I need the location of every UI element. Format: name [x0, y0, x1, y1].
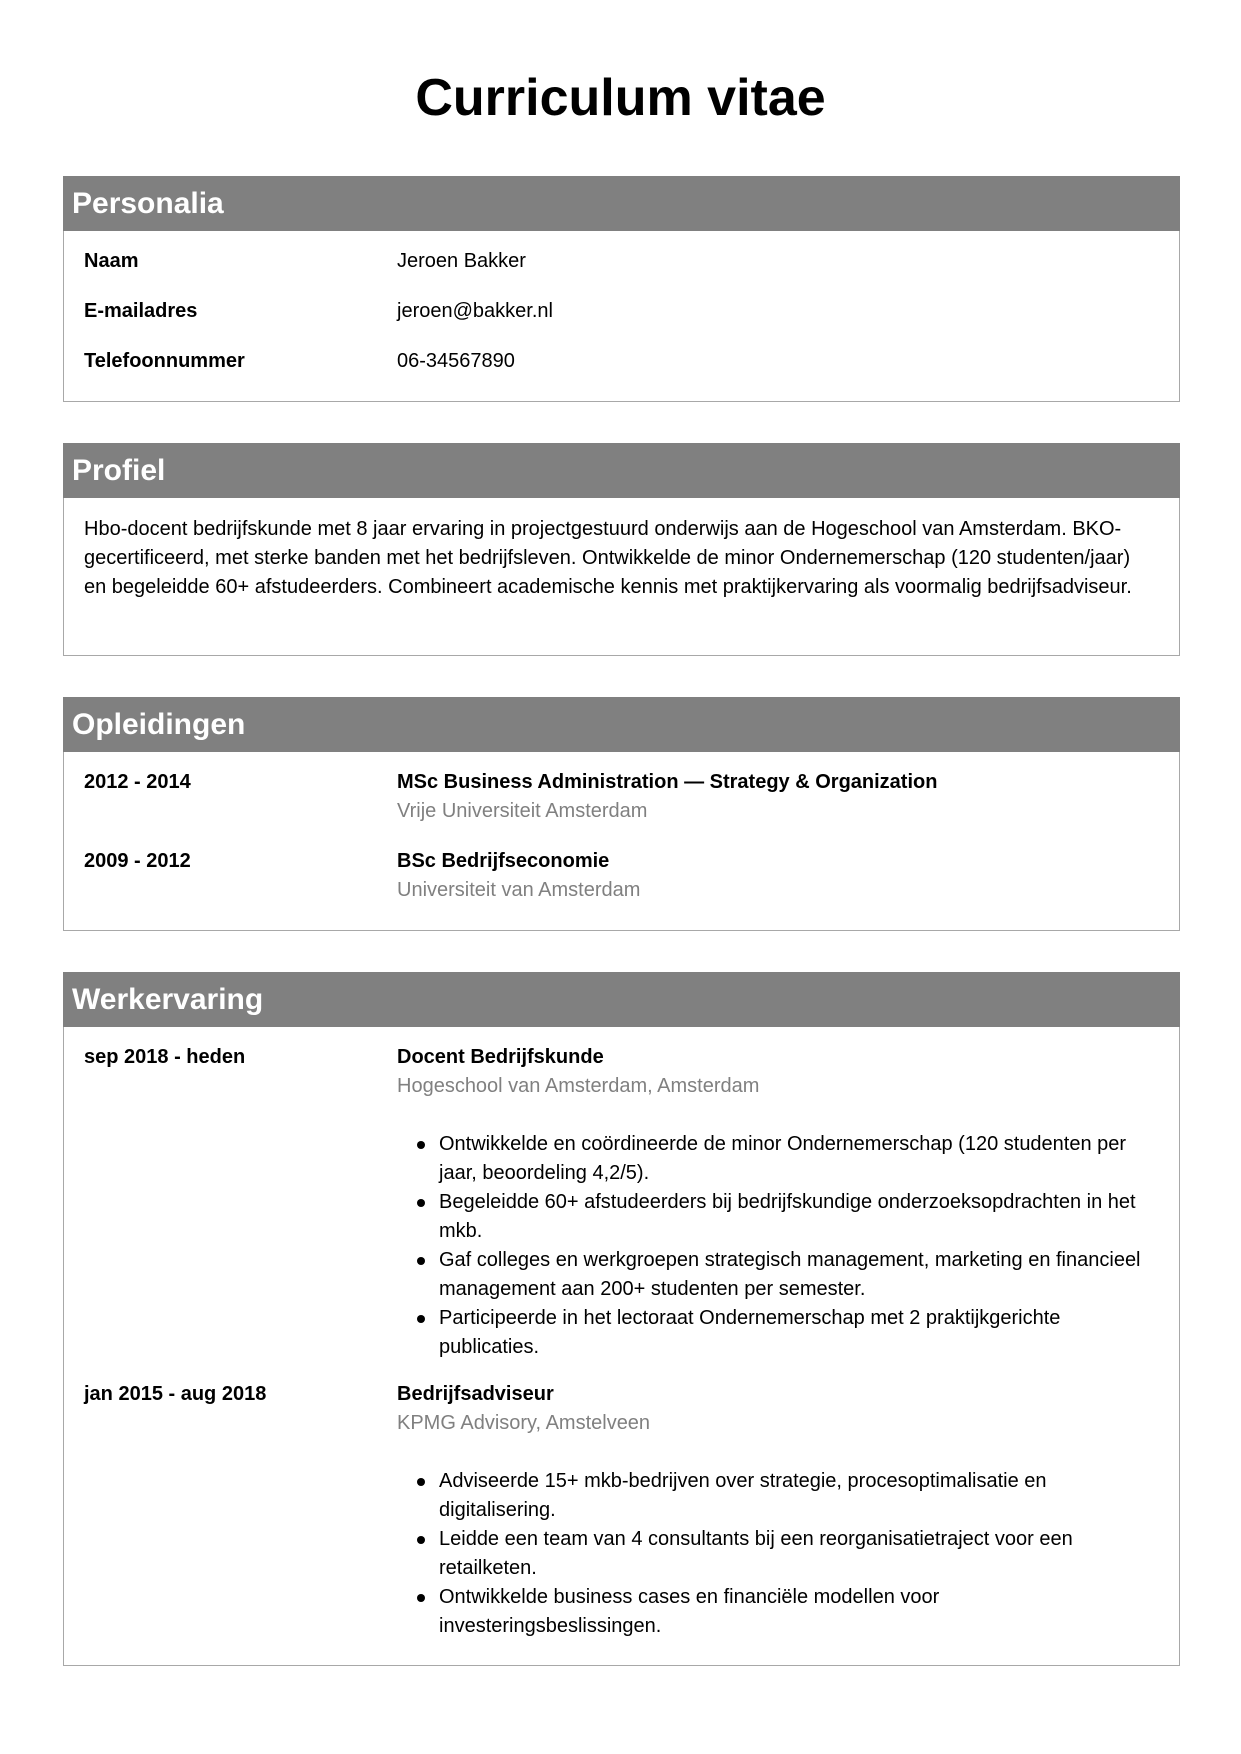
opleidingen-heading: Opleidingen — [63, 697, 1180, 752]
list-item: Ontwikkelde business cases en financiële modellen voor investeringsbeslissingen. — [439, 1583, 1159, 1641]
personalia-heading: Personalia — [63, 176, 1180, 231]
job-period: sep 2018 - heden — [84, 1046, 246, 1068]
job-title: Bedrijfsadviseur — [397, 1383, 554, 1405]
list-item: Begeleidde 60+ afstudeerders bij bedrijfskundige onderzoeksopdrachten in het mkb. — [439, 1188, 1159, 1246]
list-item: Participeerde in het lectoraat Ondernemerschap met 2 praktijkgerichte publicaties. — [439, 1304, 1159, 1362]
job-employer: Hogeschool van Amsterdam, Amsterdam — [397, 1075, 760, 1097]
personalia-row-name — [84, 246, 1159, 296]
list-item: Adviseerde 15+ mkb-bedrijven over strategie, procesoptimalisatie en digitalisering. — [439, 1467, 1159, 1525]
personalia-section — [63, 176, 1180, 402]
email-label: E-mailadres — [84, 300, 198, 322]
name-value: Jeroen Bakker — [397, 250, 526, 272]
phone-value: 06-34567890 — [397, 350, 515, 372]
job-title: Docent Bedrijfskunde — [397, 1046, 604, 1068]
profile-text: Hbo-docent bedrijfskunde met 8 jaar ervaring in projectgestuurd onderwijs aan de Hogeschool van Amsterdam. BKO-gecertificeerd, met sterke banden met het bedrijfsleven. Ontwikkelde de minor Ondernemerschap (120 studenten/jaar) en begeleidde 60+ afstudeerders. Combineert academische kennis met praktijkervaring als voormalig bedrijfsadviseur. — [84, 518, 1132, 598]
job-achievements-list — [397, 1467, 1159, 1641]
education-institution: Vrije Universiteit Amsterdam — [397, 800, 648, 822]
name-label: Naam — [84, 250, 139, 272]
education-entry — [84, 847, 1159, 926]
education-institution: Universiteit van Amsterdam — [397, 879, 641, 901]
education-entry — [84, 768, 1159, 847]
education-title: BSc Bedrijfseconomie — [397, 850, 610, 872]
education-title: MSc Business Administration — Strategy & Organization — [397, 771, 938, 793]
profiel-heading: Profiel — [63, 443, 1180, 498]
education-period: 2012 - 2014 — [84, 771, 191, 793]
werkervaring-section — [63, 972, 1180, 1666]
profiel-section — [63, 443, 1180, 656]
list-item: Ontwikkelde en coördineerde de minor Ondernemerschap (120 studenten per jaar, beoordeling 4,2/5). — [439, 1130, 1159, 1188]
personalia-row-email — [84, 296, 1159, 346]
job-entry — [84, 1043, 1159, 1380]
werkervaring-heading: Werkervaring — [63, 972, 1180, 1027]
personalia-row-phone — [84, 346, 1159, 396]
opleidingen-section — [63, 697, 1180, 931]
job-achievements-list — [397, 1130, 1159, 1362]
phone-label: Telefoonnummer — [84, 350, 245, 372]
list-item: Gaf colleges en werkgroepen strategisch management, marketing en financieel management aan 200+ studenten per semester. — [439, 1246, 1159, 1304]
education-period: 2009 - 2012 — [84, 850, 191, 872]
job-entry — [84, 1380, 1159, 1641]
list-item: Leidde een team van 4 consultants bij een reorganisatietraject voor een retailketen. — [439, 1525, 1159, 1583]
email-value: jeroen@bakker.nl — [397, 300, 553, 322]
page-title: Curriculum vitae — [415, 69, 826, 127]
job-period: jan 2015 - aug 2018 — [84, 1383, 267, 1405]
job-employer: KPMG Advisory, Amstelveen — [397, 1412, 651, 1434]
